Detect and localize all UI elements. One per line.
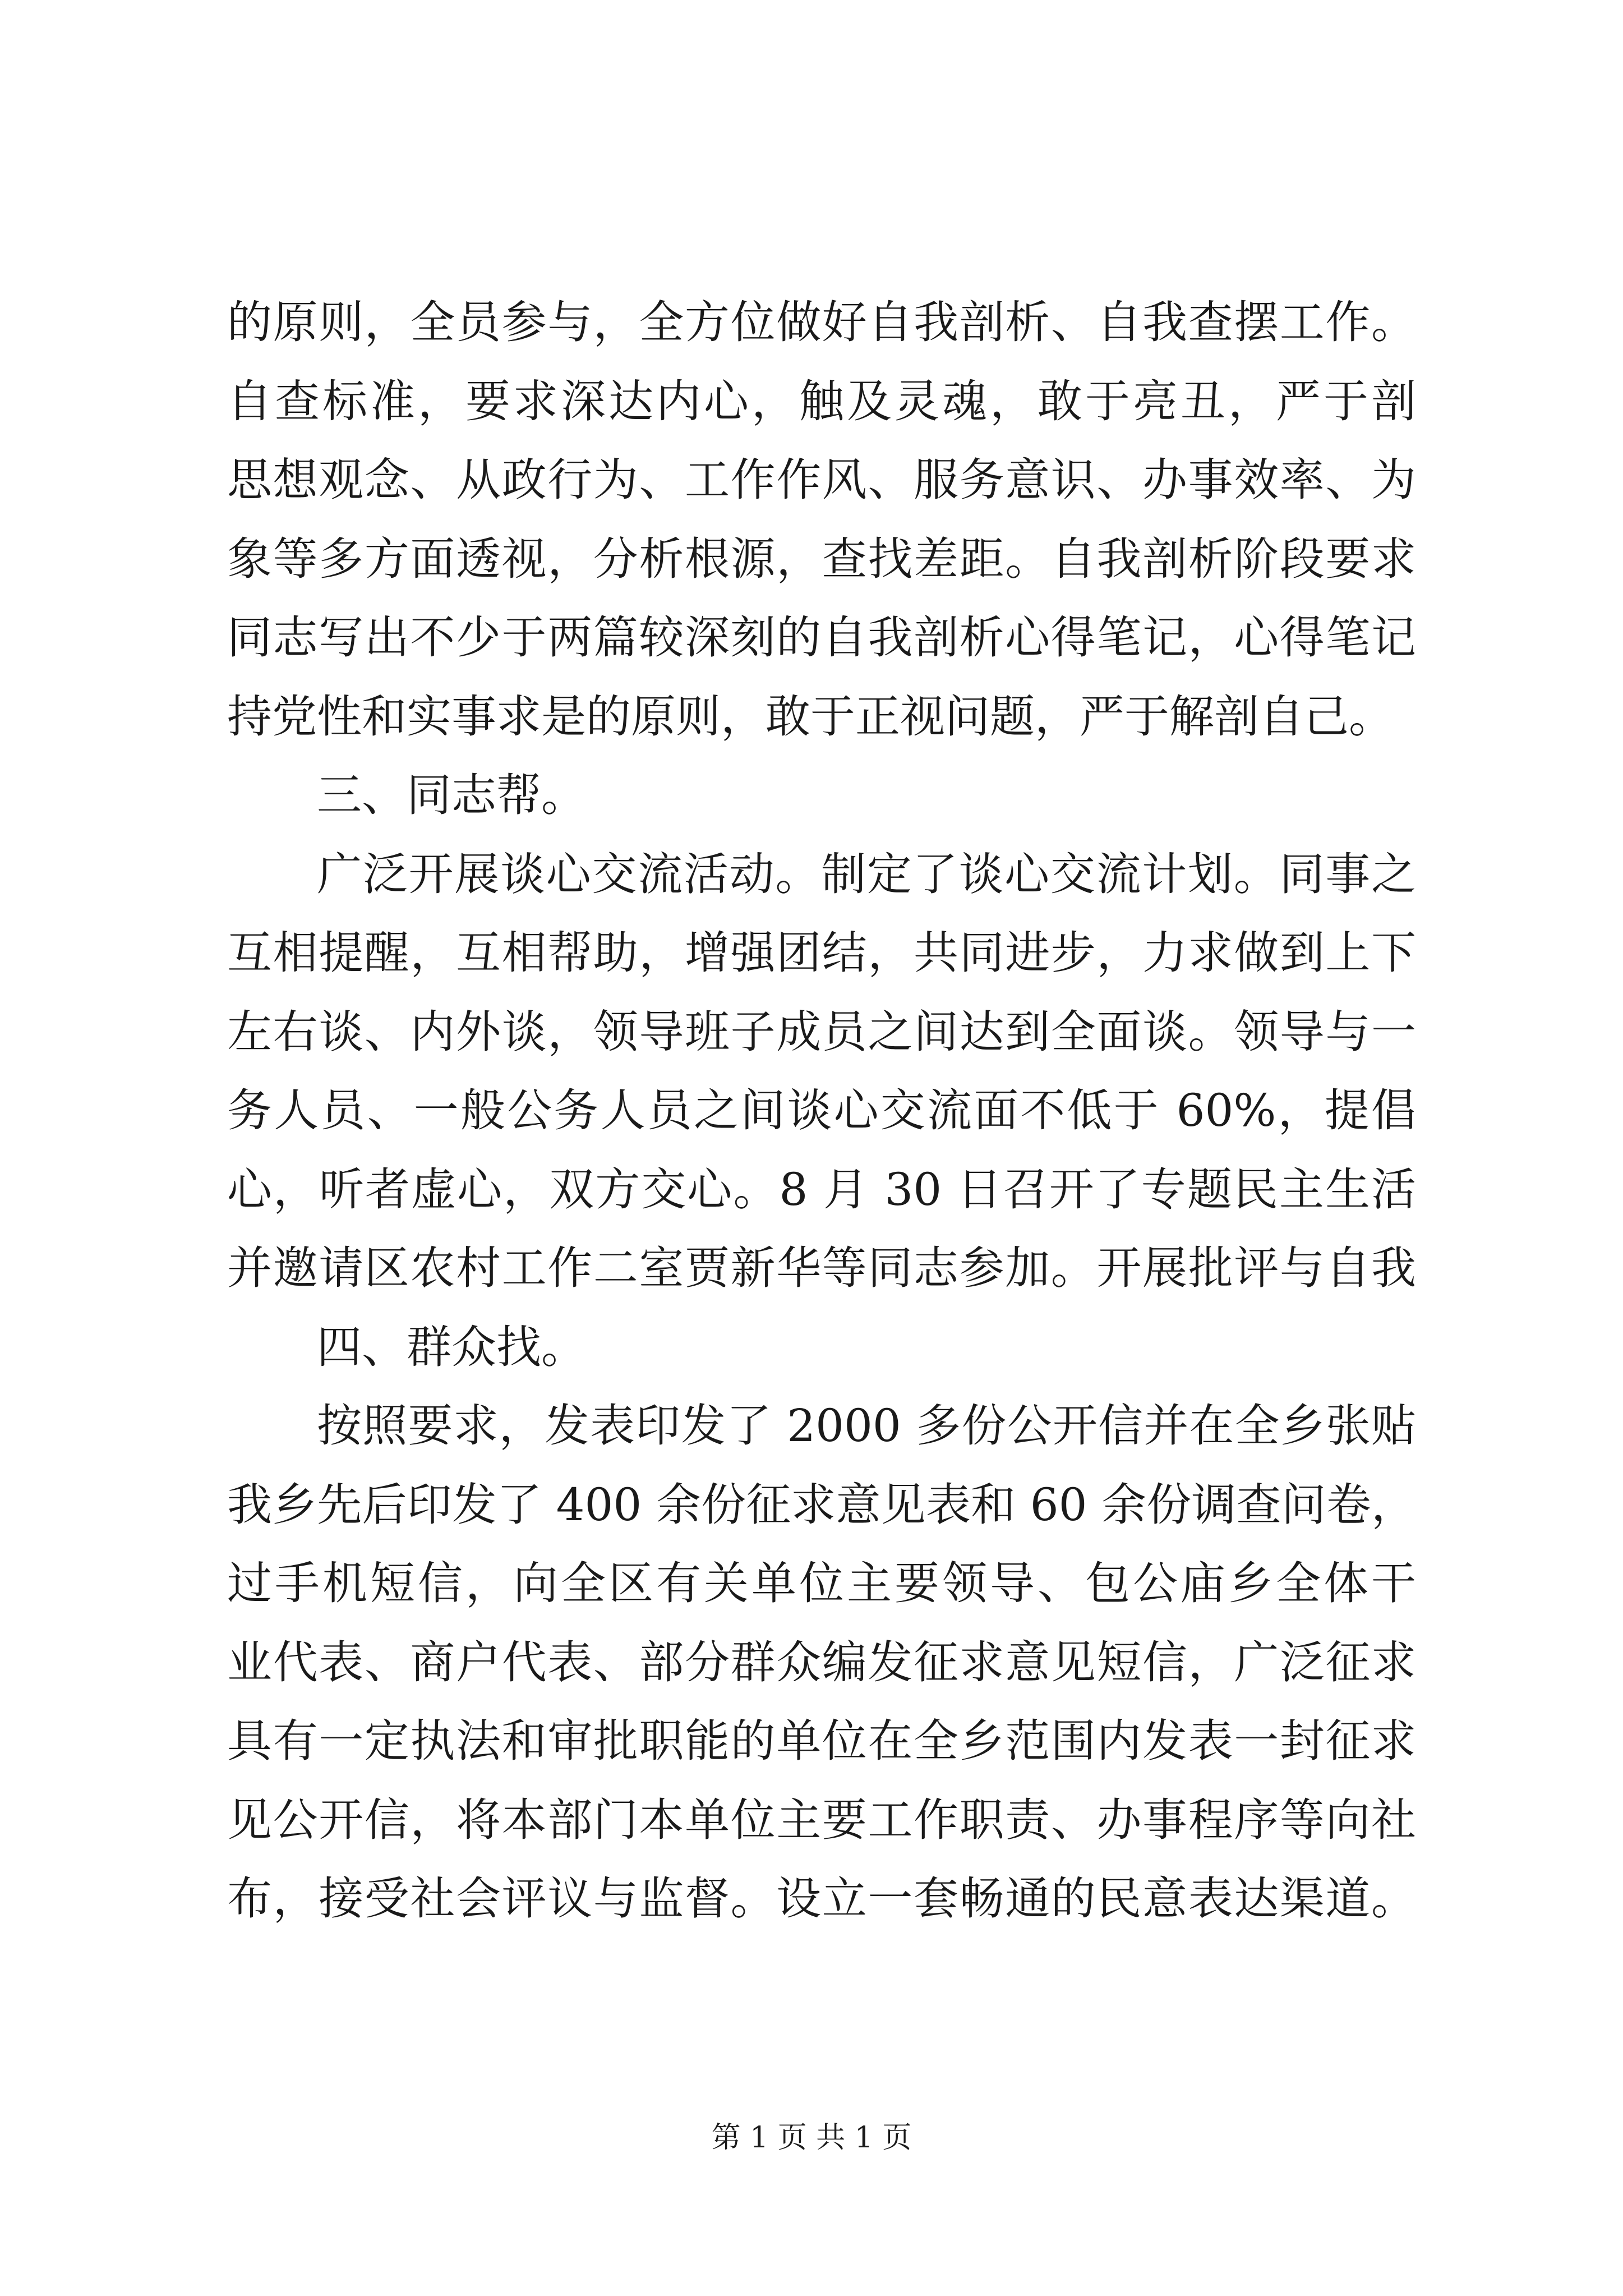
text-line: 心，听者虚心，双方交心。8 月 30 日召开了专题民主生活: [227, 1163, 1416, 1216]
text-line: 同志写出不少于两篇较深刻的自我剖析心得笔记，心得笔记: [227, 611, 1416, 664]
text-line: 的原则，全员参与，全方位做好自我剖析、自我查摆工作。: [227, 296, 1416, 348]
text-line: 业代表、商户代表、部分群众编发征求意见短信，广泛征求: [227, 1636, 1416, 1688]
text-line: 布，接受社会评议与监督。设立一套畅通的民意表达渠道。: [227, 1872, 1416, 1925]
document-body: [227, 283, 1416, 1939]
text-line: 按照要求，发表印发了 2000 多份公开信并在全乡张贴: [317, 1400, 1416, 1452]
text-line: 象等多方面透视，分析根源，查找差距。自我剖析阶段要求: [227, 532, 1416, 585]
text-line: 务人员、一般公务人员之间谈心交流面不低于 60%，提倡: [227, 1084, 1416, 1137]
page-number-footer: 第 1 页 共 1 页: [711, 2121, 912, 2155]
text-line: 过手机短信，向全区有关单位主要领导、包公庙乡全体干: [227, 1557, 1416, 1609]
text-line: 持党性和实事求是的原则，敢于正视问题，严于解剖自己。: [227, 690, 1394, 743]
text-line: 自查标准，要求深达内心，触及灵魂，敢于亮丑，严于剖: [227, 375, 1416, 427]
section-heading: 三、同志帮。: [317, 769, 586, 821]
text-line: 并邀请区农村工作二室贾新华等同志参加。开展批评与自我: [227, 1242, 1416, 1294]
text-line: 我乡先后印发了 400 余份征求意见表和 60 余份调查问卷，: [227, 1478, 1416, 1531]
text-line: 见公开信，将本部门本单位主要工作职责、办事程序等向社: [227, 1793, 1416, 1846]
text-line: 思想观念、从政行为、工作作风、服务意识、办事效率、为: [227, 454, 1416, 506]
text-line: 左右谈、内外谈，领导班子成员之间达到全面谈。领导与一: [227, 1005, 1416, 1058]
text-line: 具有一定执法和审批职能的单位在全乡范围内发表一封征求: [227, 1715, 1416, 1767]
section-heading: 四、群众找。: [317, 1320, 586, 1373]
text-line: 广泛开展谈心交流活动。制定了谈心交流计划。同事之: [317, 848, 1416, 900]
text-line: 互相提醒，互相帮助，增强团结，共同进步，力求做到上下: [227, 927, 1416, 979]
